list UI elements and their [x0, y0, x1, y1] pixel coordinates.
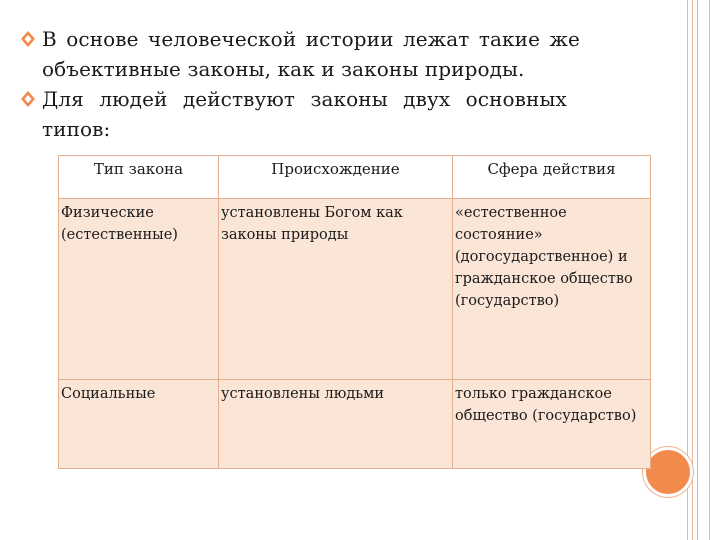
bullet-line: объективные законы, как и законы природы.: [42, 57, 525, 81]
table-row: [59, 199, 651, 380]
cell-scope: только гражданское общество (государство): [453, 380, 651, 469]
table-header-row: [59, 156, 651, 199]
cell-law-type: Физические (естественные): [59, 199, 219, 380]
frame-line: [697, 0, 698, 540]
orange-diamond-bullet-icon: [18, 25, 38, 53]
cell-origin: установлены Богом как законы природы: [219, 199, 453, 380]
cell-origin: установлены людьми: [219, 380, 453, 469]
bullet-item: [14, 84, 614, 144]
orange-diamond-bullet-icon: [18, 85, 38, 113]
frame-line: [692, 0, 693, 540]
header-law-type: Тип закона: [59, 156, 219, 199]
frame-line: [709, 0, 710, 540]
bullet-line: Для людей действуют законы двух основных: [42, 87, 567, 111]
table-row: [59, 380, 651, 469]
bullet-line: В основе человеческой истории лежат такие же: [42, 27, 580, 51]
bullet-item: [14, 24, 614, 84]
cell-law-type: Социальные: [59, 380, 219, 469]
header-scope: Сфера действия: [453, 156, 651, 199]
bullet-list: [14, 24, 614, 144]
bullet-line: типов:: [42, 117, 111, 141]
cell-scope: «естественное состояние» (догосударственное) и гражданское общество (государство): [453, 199, 651, 380]
header-origin: Происхождение: [219, 156, 453, 199]
laws-table: [58, 155, 651, 469]
